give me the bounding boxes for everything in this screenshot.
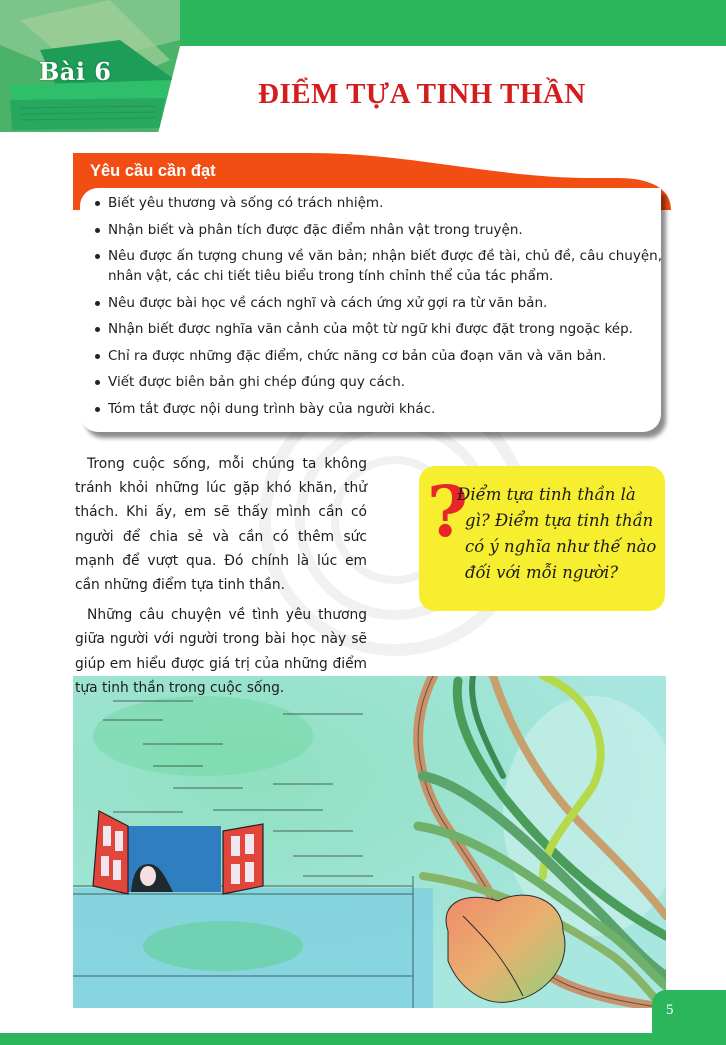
footer-band <box>0 1033 726 1045</box>
requirements-card <box>80 188 661 432</box>
story-illustration <box>73 676 666 1008</box>
question-line: có ý nghĩa như thế nào <box>465 537 657 556</box>
requirement-item: Viết được biên bản ghi chép đúng quy cách. <box>94 372 662 392</box>
requirement-item: Nhận biết được nghĩa văn cảnh của một từ ngữ khi được đặt trong ngoặc kép. <box>94 319 662 339</box>
requirement-item: Nêu được ấn tượng chung về văn bản; nhận biết được đề tài, chủ đề, câu chuyện, nhân vật, các chi tiết tiêu biểu trong tính chỉnh thể của tác phẩm. <box>94 246 662 286</box>
lesson-number: Bài 6 <box>39 57 112 86</box>
question-line: Điểm tựa tinh thần là <box>457 485 636 504</box>
intro-paragraph: Trong cuộc sống, mỗi chúng ta không tránh khỏi những lúc gặp khó khăn, thử thách. Khi ấy, em sẽ thấy mình cần có người để chia sẻ và cần có thêm sức mạnh để vượt qua. Đó chính là lúc em cần những điểm tựa tinh thần. <box>75 456 367 594</box>
lesson-title: ĐIỂM TỰA TINH THẦN <box>258 78 586 110</box>
page-number: 5 <box>666 1002 674 1018</box>
requirements-section <box>73 150 671 440</box>
requirement-item: Tóm tắt được nội dung trình bày của người khác. <box>94 399 662 419</box>
requirement-item: Chỉ ra được những đặc điểm, chức năng cơ bản của đoạn văn và văn bản. <box>94 346 662 366</box>
requirements-title: Yêu cầu cần đạt <box>90 162 216 180</box>
page-number-tab <box>652 990 726 1040</box>
question-line: đối với mỗi người? <box>465 563 619 582</box>
requirements-list <box>94 193 662 425</box>
question-text <box>457 482 657 586</box>
intro-text <box>75 452 367 706</box>
requirement-item: Nêu được bài học về cách nghĩ và cách ứng xử gợi ra từ văn bản. <box>94 293 662 313</box>
question-mark-icon: ? <box>427 470 469 553</box>
question-line: gì? Điểm tựa tinh thần <box>465 511 654 530</box>
requirement-item: Nhận biết và phân tích được đặc điểm nhân vật trong truyện. <box>94 220 662 240</box>
requirement-item: Biết yêu thương và sống có trách nhiệm. <box>94 193 662 213</box>
question-box <box>419 466 665 611</box>
intro-paragraph: Những câu chuyện về tình yêu thương giữa người với người trong bài học này sẽ giúp em hiểu được giá trị của những điểm tựa tinh thần trong cuộc sống. <box>75 607 367 696</box>
